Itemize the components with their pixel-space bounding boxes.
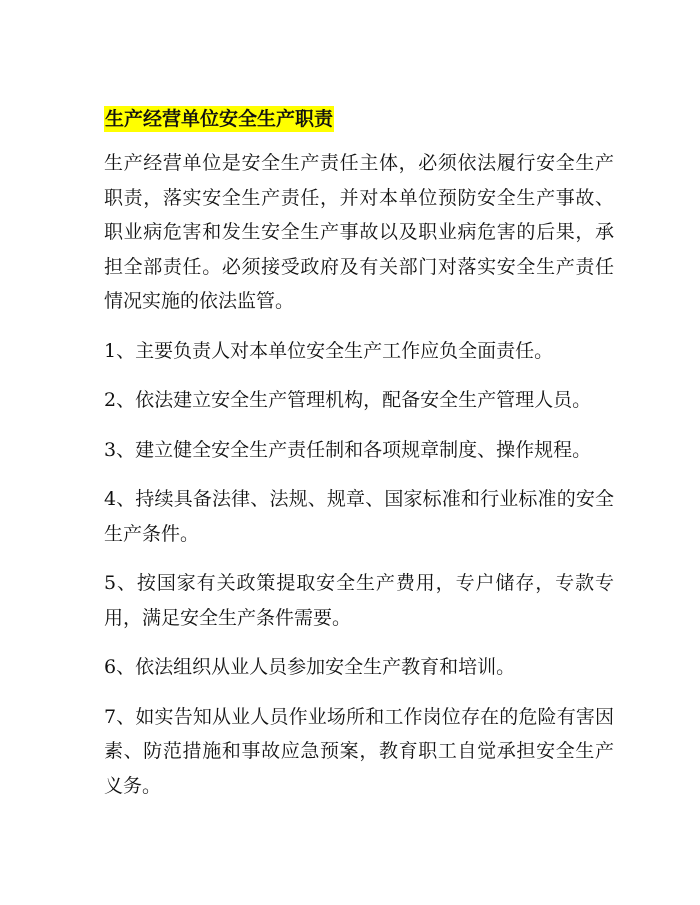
duty-item-4: 4、持续具备法律、法规、规章、国家标准和行业标准的安全生产条件。 — [104, 488, 614, 545]
document-body — [104, 106, 614, 818]
duty-item-2: 2、依法建立安全生产管理机构，配备安全生产管理人员。 — [104, 389, 592, 411]
duty-item-6: 6、依法组织从业人员参加安全生产教育和培训。 — [104, 656, 516, 678]
intro-paragraph: 生产经营单位是安全生产责任主体，必须依法履行安全生产职责，落实安全生产责任，并对本单位预防安全生产事故、职业病危害和发生安全生产事故以及职业病危害的后果，承担全部责任。必须接受政府及有关部门对落实安全生产责任情况实施的依法监管。 — [104, 152, 614, 312]
duty-item-3: 3、建立健全安全生产责任制和各项规章制度、操作规程。 — [104, 438, 592, 461]
duty-item-1: 1、主要负责人对本单位安全生产工作应负全面责任。 — [104, 339, 554, 362]
duty-item-5: 5、按国家有关政策提取安全生产费用，专户储存，专款专用，满足安全生产条件需要。 — [104, 572, 614, 629]
duty-item-7: 7、如实告知从业人员作业场所和工作岗位存在的危险有害因素、防范措施和事故应急预案，教育职工自觉承担安全生产义务。 — [104, 705, 614, 797]
document-title: 生产经营单位安全生产职责 — [105, 108, 334, 130]
